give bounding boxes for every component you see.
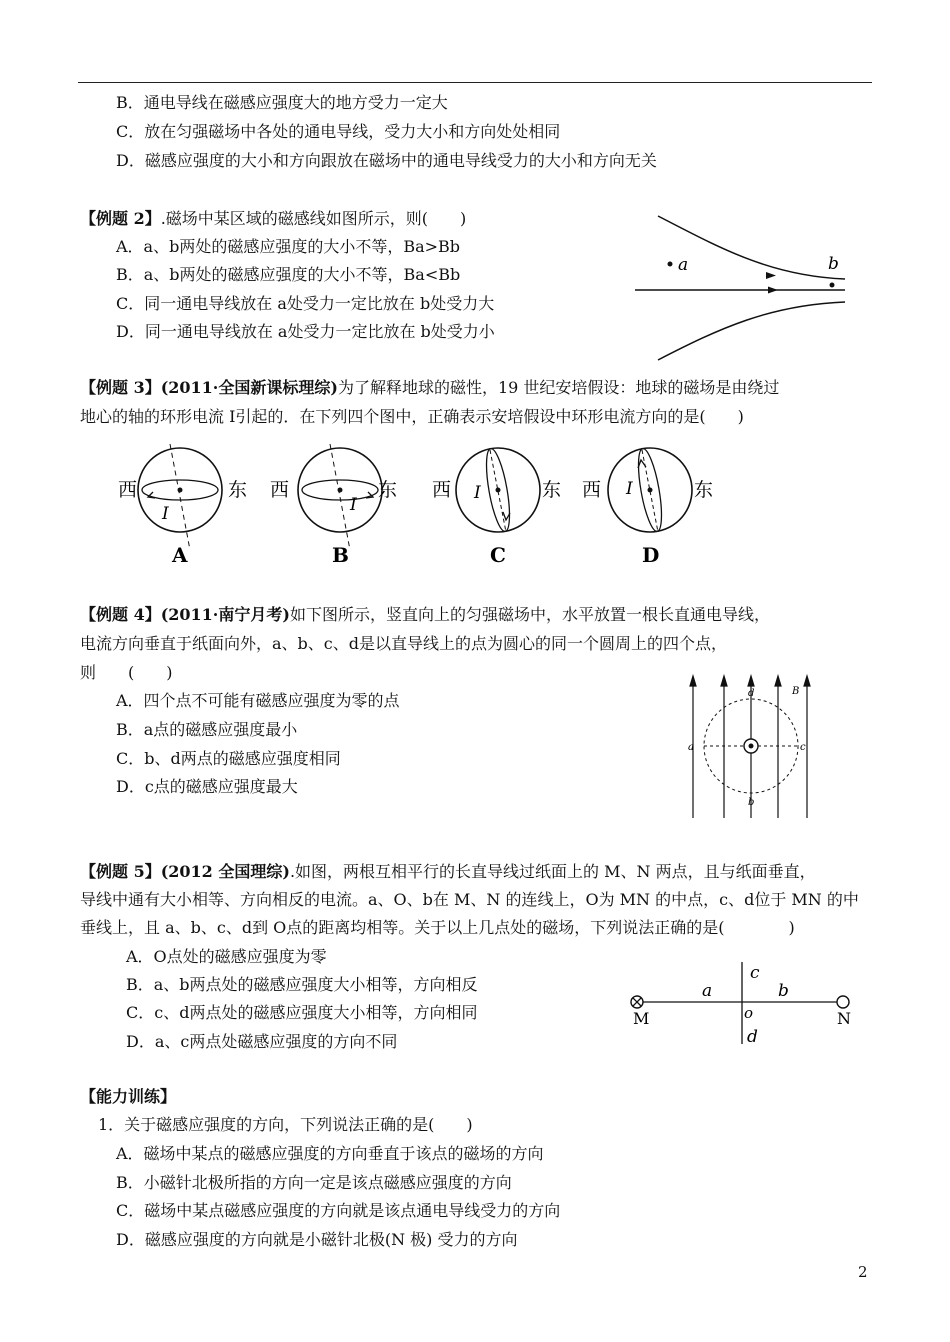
globe-d [582, 447, 713, 567]
example-5-line1 [80, 861, 816, 883]
example-4-text1: 如下图所示，竖直向上的匀强磁场中，水平放置一根长直通电导线， [289, 605, 770, 624]
example-5-tag: 【例题 5】(2012 全国理综) [80, 862, 290, 881]
choice-c-label: C [490, 543, 506, 567]
svg-text:西: 西 [270, 479, 290, 501]
example-5-line2: 导线中通有大小相等、方向相反的电流。a、O、b在 M、N 的连线上，O为 MN 的中点，c、d位于 MN 的中 [80, 890, 859, 909]
example-3-line2: 地心的轴的环形电流 I引起的．在下列四个图中，正确表示安培假设中环形电流方向的是( ) [80, 407, 744, 426]
point-n-label: N [837, 1009, 851, 1028]
globe-a-west: 西 [118, 479, 138, 501]
top-option-b: B．通电导线在磁感应强度大的地方受力一定大 [116, 93, 448, 112]
example-2-option-c: C．同一通电导线放在 a处受力一定比放在 b处受力大 [116, 294, 495, 313]
example-4-line1 [80, 604, 770, 626]
field-b-label: B [792, 686, 800, 697]
globe-b [270, 444, 397, 567]
svg-text:西: 西 [432, 479, 452, 501]
point-m-label: M [633, 1009, 650, 1028]
middle-arrow [768, 287, 778, 294]
svg-text:I: I [626, 479, 633, 499]
svg-text:西: 西 [582, 479, 602, 501]
example-4-line2: 电流方向垂直于纸面向外，a、b、c、d是以直导线上的点为圆心的同一个圆周上的四个点， [80, 634, 727, 653]
training-option-b: B．小磁针北极所指的方向一定是该点磁感应强度的方向 [116, 1173, 512, 1192]
example-2-option-d: D．同一通电导线放在 a处受力一定比放在 b处受力小 [116, 322, 495, 341]
example-2-tag: 【例题 2】 [80, 209, 161, 228]
globe-c [432, 447, 561, 567]
example-4-tag: 【例题 4】(2011·南宁月考) [80, 605, 290, 624]
point-c-label: c [750, 963, 760, 983]
example-5-option-b: B．a、b两点处的磁感应强度大小相等，方向相反 [126, 975, 478, 994]
example-5-text1: .如图，两根互相平行的长直导线过纸面上的 M、N 两点，且与纸面垂直， [289, 862, 816, 881]
svg-text:I: I [350, 495, 357, 515]
training-option-a: A．磁场中某点的磁感应强度的方向垂直于该点的磁场的方向 [116, 1144, 544, 1163]
point-b-label: b [748, 797, 755, 808]
example-2-option-b: B．a、b两处的磁感应强度的大小不等，Ba<Bb [116, 265, 461, 284]
example-3-tag: 【例题 3】(2011·全国新课标理综) [80, 378, 338, 397]
point-b-dot [830, 283, 835, 288]
choice-a-label: A [172, 543, 188, 567]
point-b-label: b [778, 981, 789, 1001]
globe-a [118, 444, 247, 567]
example-5-option-d: D．a、c两点处磁感应强度的方向不同 [126, 1032, 398, 1051]
svg-text:东: 东 [694, 479, 714, 501]
training-option-c: C．磁场中某点磁感应强度的方向就是该点通电导线受力的方向 [116, 1201, 561, 1220]
point-a-label: a [678, 255, 689, 275]
point-b-label: b [828, 254, 839, 274]
point-c-label: c [800, 742, 806, 753]
ampere-hypothesis-figure [110, 440, 730, 570]
svg-text:I: I [162, 504, 169, 524]
example-4-line3: 则 ( ) [80, 663, 173, 682]
parallel-wires-figure [625, 958, 865, 1050]
example-2-question [80, 208, 466, 230]
example-5-option-a: A．O点处的磁感应强度为零 [126, 947, 327, 966]
upper-arrow [766, 272, 776, 279]
example-5-option-c: C．c、d两点处的磁感应强度大小相等，方向相同 [126, 1003, 478, 1022]
svg-text:东: 东 [378, 479, 398, 501]
wire-n-out-of-page [837, 996, 849, 1008]
example-3-line1 [80, 377, 779, 399]
choice-d-label: D [642, 543, 660, 567]
point-a-label: a [688, 742, 694, 753]
point-o-label: o [744, 1004, 754, 1022]
example-4-option-b: B．a点的磁感应强度最小 [116, 720, 298, 739]
example-5-line3: 垂线上，且 a、b、c、d到 O点的距离均相等。关于以上几点处的磁场，下列说法正确的是( ) [80, 918, 795, 937]
example-2-text: .磁场中某区域的磁感线如图所示，则( ) [160, 209, 467, 228]
header-rule [78, 82, 872, 83]
lower-field-line [658, 302, 845, 360]
example-2-option-a: A．a、b两处的磁感应强度的大小不等，Ba>Bb [116, 237, 461, 256]
svg-text:东: 东 [542, 479, 562, 501]
top-option-d: D．磁感应强度的大小和方向跟放在磁场中的通电导线受力的大小和方向无关 [116, 151, 657, 170]
training-q1: 1．关于磁感应强度的方向，下列说法正确的是( ) [98, 1115, 473, 1134]
example-4-option-d: D．c点的磁感应强度最大 [116, 777, 298, 796]
page-number: 2 [858, 1263, 868, 1281]
example-4-option-a: A．四个点不可能有磁感应强度为零的点 [116, 691, 400, 710]
example-3-text1: 为了解释地球的磁性，19 世纪安培假设：地球的磁场是由绕过 [337, 378, 780, 397]
svg-text:I: I [474, 483, 481, 503]
training-title: 【能力训练】 [80, 1087, 177, 1106]
choice-b-label: B [332, 543, 349, 567]
point-a-dot [668, 262, 673, 267]
uniform-field-figure [685, 672, 820, 822]
point-d-label: d [747, 1027, 758, 1047]
example-4-option-c: C．b、d两点的磁感应强度相同 [116, 749, 341, 768]
training-option-d: D．磁感应强度的方向就是小磁针北极(N 极) 受力的方向 [116, 1230, 518, 1249]
point-d-label: d [748, 688, 755, 699]
field-lines-figure [630, 208, 855, 366]
globe-a-east: 东 [228, 479, 248, 501]
point-a-label: a [702, 981, 713, 1001]
top-option-c: C．放在匀强磁场中各处的通电导线，受力大小和方向处处相同 [116, 122, 561, 141]
